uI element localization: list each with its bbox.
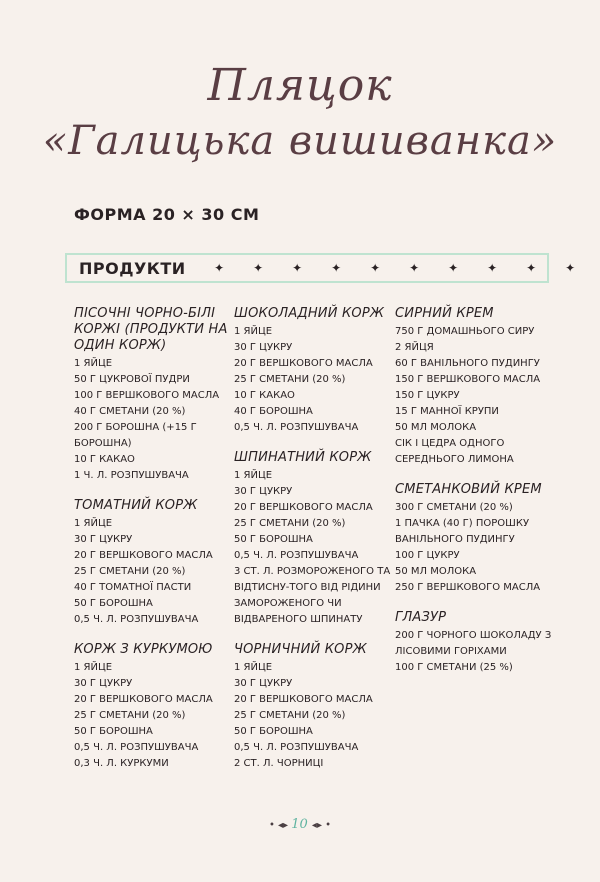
star-icon: ✦	[448, 261, 459, 275]
ingredient-item: 200 Г ЧОРНОГО ШОКОЛАДУ З ЛІСОВИМИ ГОРІХАМИ	[395, 630, 552, 657]
star-icon: ✦	[487, 261, 498, 275]
ingredient-item: 10 Г КАКАО	[234, 390, 295, 401]
ingredient-item: 150 Г ВЕРШКОВОГО МАСЛА	[395, 374, 541, 385]
star-icon: ✦	[292, 261, 303, 275]
products-header	[65, 253, 576, 283]
ingredient-item: 200 Г БОРОШНА (+15 Г БОРОШНА)	[74, 422, 197, 449]
column-3	[395, 306, 555, 690]
ornament-left-icon: • ◂▸	[268, 820, 292, 831]
ingredient-item: 150 Г ЦУКРУ	[395, 390, 460, 401]
ingredient-item: 50 Г БОРОШНА	[74, 598, 153, 609]
ingredient-item: 1 ЯЙЦЕ	[74, 518, 113, 529]
section-tomato-layer	[74, 498, 234, 628]
section-title: ТОМАТНИЙ КОРЖ	[74, 498, 198, 513]
ingredient-item: 40 Г ТОМАТНОЇ ПАСТИ	[74, 582, 192, 593]
section-sand-layers	[74, 306, 234, 484]
stars-ornament	[200, 261, 590, 275]
ingredient-item: 100 Г СМЕТАНИ (25 %)	[395, 662, 513, 673]
ingredient-item: 15 Г МАННОЇ КРУПИ	[395, 406, 499, 417]
ingredient-item: 50 Г БОРОШНА	[74, 726, 153, 737]
section-blueberry-layer	[234, 642, 396, 772]
ornament-right-icon: ◂▸ •	[311, 820, 332, 831]
ingredient-item: 20 Г ВЕРШКОВОГО МАСЛА	[74, 694, 213, 705]
ingredient-item: 25 Г СМЕТАНИ (20 %)	[74, 710, 186, 721]
section-glaze	[395, 610, 555, 676]
ingredient-item: 1 ЯЙЦЕ	[74, 662, 113, 673]
star-icon: ✦	[370, 261, 381, 275]
section-title: СИРНИЙ КРЕМ	[395, 306, 494, 321]
ingredient-item: 1 ЯЙЦЕ	[234, 326, 273, 337]
ingredient-item: 0,5 Ч. Л. РОЗПУШУВАЧА	[234, 742, 359, 753]
ingredient-item: 2 ЯЙЦЯ	[395, 342, 434, 353]
ingredient-item: 50 МЛ МОЛОКА	[395, 422, 477, 433]
star-icon: ✦	[253, 261, 264, 275]
ingredient-item: 1 ЯЙЦЕ	[74, 358, 113, 369]
star-icon: ✦	[409, 261, 420, 275]
ingredient-item: 50 Г ЦУКРОВОЇ ПУДРИ	[74, 374, 190, 385]
star-icon: ✦	[214, 261, 225, 275]
ingredient-item: СІК І ЦЕДРА ОДНОГО СЕРЕДНЬОГО ЛИМОНА	[395, 438, 514, 465]
star-icon: ✦	[526, 261, 537, 275]
ingredient-item: 300 Г СМЕТАНИ (20 %)	[395, 502, 513, 513]
ingredient-item: 2 СТ. Л. ЧОРНИЦІ	[234, 758, 324, 769]
section-sour-cream	[395, 482, 555, 596]
section-title: КОРЖ З КУРКУМОЮ	[74, 642, 213, 657]
page-number	[0, 817, 600, 832]
ingredient-item: 25 Г СМЕТАНИ (20 %)	[234, 374, 346, 385]
ingredient-item: 30 Г ЦУКРУ	[234, 486, 293, 497]
ingredient-item: 50 МЛ МОЛОКА	[395, 566, 477, 577]
ingredient-item: 1 ЯЙЦЕ	[234, 662, 273, 673]
ingredient-item: 0,5 Ч. Л. РОЗПУШУВАЧА	[234, 422, 359, 433]
ingredient-item: 20 Г ВЕРШКОВОГО МАСЛА	[234, 694, 373, 705]
ingredient-item: 30 Г ЦУКРУ	[234, 342, 293, 353]
ingredient-item: 40 Г СМЕТАНИ (20 %)	[74, 406, 186, 417]
ingredient-item: 20 Г ВЕРШКОВОГО МАСЛА	[234, 502, 373, 513]
ingredient-item: 3 СТ. Л. РОЗМОРОЖЕНОГО ТА ВІДТИСНУ-ТОГО ВІД РІДИНИ ЗАМОРОЖЕНОГО ЧИ ВІДВАРЕНОГО ШПИНАТУ	[234, 566, 391, 625]
column-1	[74, 306, 234, 786]
section-title: ЧОРНИЧНИЙ КОРЖ	[234, 642, 367, 657]
section-cheese-cream	[395, 306, 555, 468]
ingredient-item: 25 Г СМЕТАНИ (20 %)	[74, 566, 186, 577]
ingredient-item: 1 ПАЧКА (40 Г) ПОРОШКУ ВАНІЛЬНОГО ПУДИНГУ	[395, 518, 530, 545]
ingredient-item: 30 Г ЦУКРУ	[234, 678, 293, 689]
section-title: ГЛАЗУР	[395, 610, 447, 625]
section-title: ШОКОЛАДНИЙ КОРЖ	[234, 306, 385, 321]
ingredient-item: 20 Г ВЕРШКОВОГО МАСЛА	[74, 550, 213, 561]
ingredient-item: 0,3 Ч. Л. КУРКУМИ	[74, 758, 169, 769]
ingredient-item: 750 Г ДОМАШНЬОГО СИРУ	[395, 326, 535, 337]
page-number-value: 10	[291, 817, 308, 832]
ingredient-item: 0,5 Ч. Л. РОЗПУШУВАЧА	[74, 742, 199, 753]
ingredient-item: 0,5 Ч. Л. РОЗПУШУВАЧА	[74, 614, 199, 625]
page-title-line2: «Галицька вишиванка»	[42, 118, 558, 164]
star-icon: ✦	[565, 261, 576, 275]
ingredient-item: 30 Г ЦУКРУ	[74, 534, 133, 545]
ingredient-item: 25 Г СМЕТАНИ (20 %)	[234, 518, 346, 529]
form-size: ФОРМА 20 × 30 СМ	[74, 205, 260, 224]
ingredient-item: 100 Г ЦУКРУ	[395, 550, 460, 561]
section-title: ПІСОЧНІ ЧОРНО-БІЛІ КОРЖІ (ПРОДУКТИ НА ОДИН КОРЖ)	[74, 306, 228, 353]
ingredient-item: 60 Г ВАНІЛЬНОГО ПУДИНГУ	[395, 358, 540, 369]
ingredient-item: 1 Ч. Л. РОЗПУШУВАЧА	[74, 470, 189, 481]
section-title: СМЕТАНКОВИЙ КРЕМ	[395, 482, 542, 497]
ingredient-item: 10 Г КАКАО	[74, 454, 135, 465]
products-label: ПРОДУКТИ	[79, 258, 186, 278]
ingredient-item: 1 ЯЙЦЕ	[234, 470, 273, 481]
ingredient-item: 40 Г БОРОШНА	[234, 406, 313, 417]
section-turmeric-layer	[74, 642, 234, 772]
section-title: ШПИНАТНИЙ КОРЖ	[234, 450, 372, 465]
star-icon: ✦	[331, 261, 342, 275]
ingredient-item: 250 Г ВЕРШКОВОГО МАСЛА	[395, 582, 541, 593]
ingredient-item: 20 Г ВЕРШКОВОГО МАСЛА	[234, 358, 373, 369]
ingredient-item: 50 Г БОРОШНА	[234, 726, 313, 737]
ingredient-item: 0,5 Ч. Л. РОЗПУШУВАЧА	[234, 550, 359, 561]
ingredient-item: 100 Г ВЕРШКОВОГО МАСЛА	[74, 390, 220, 401]
column-2	[234, 306, 396, 786]
section-chocolate-layer	[234, 306, 396, 436]
page-title-line1: Пляцок	[207, 60, 393, 111]
ingredient-item: 30 Г ЦУКРУ	[74, 678, 133, 689]
ingredient-item: 50 Г БОРОШНА	[234, 534, 313, 545]
ingredient-item: 25 Г СМЕТАНИ (20 %)	[234, 710, 346, 721]
section-spinach-layer	[234, 450, 396, 628]
